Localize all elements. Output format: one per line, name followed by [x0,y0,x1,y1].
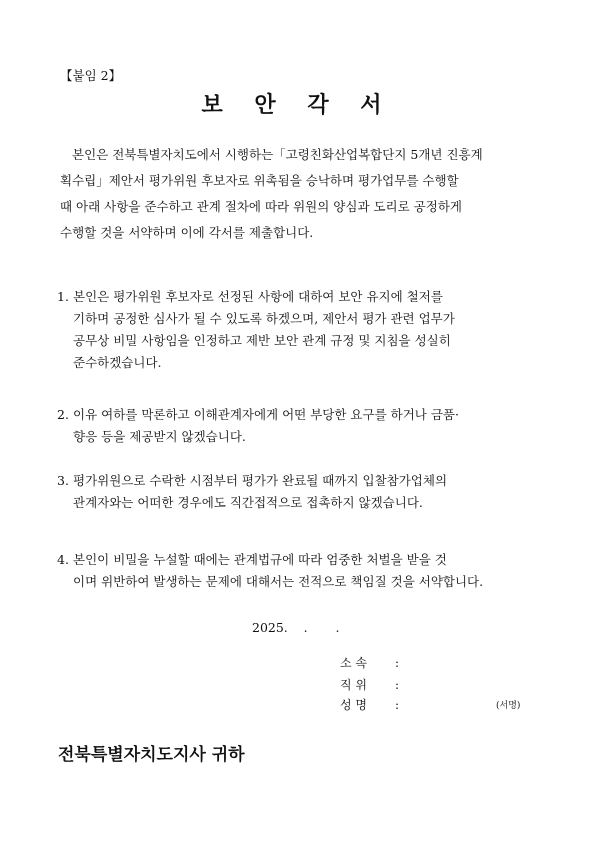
clause-line: 본인은 평가위원 후보자로 선정된 사항에 대하여 보안 유지에 철저를 [73,289,443,304]
clause-number: 1. [57,289,69,304]
signature-position-row [340,676,405,693]
document-title: 보 안 각 서 [201,92,394,118]
signing-date: 2025. . . [252,620,340,635]
clause-line: 공무상 비밀 사항임을 인정하고 제반 보안 관계 규정 및 지침을 성실히 [73,333,451,348]
clause-list [57,286,542,593]
clause-number: 2. [57,407,69,422]
clause-line: 평가위원으로 수락한 시점부터 평가가 완료될 때까지 입찰참가업체의 [73,473,448,488]
intro-line: 본인은 전북특별자치도에서 시행하는「고령친화산업복합단지 5개년 진흥계 [72,147,483,162]
clause-line: 이유 여하를 막론하고 이해관계자에게 어떤 부당한 요구를 하거나 금품· [73,407,459,422]
affiliation-colon: : [395,656,400,670]
clause-number: 3. [57,473,69,488]
name-label: 성 명 [340,698,367,712]
name-colon: : [395,698,400,712]
clause-item [57,286,542,374]
clause-number: 4. [57,552,69,567]
addressee: 전북특별자치도지사 귀하 [58,745,245,765]
clause-line: 본인이 비밀을 누설할 때에는 관계법규에 따라 엄중한 처벌을 받을 것 [73,552,447,567]
clause-item [57,470,542,514]
attachment-label: 【붙임 2】 [60,68,122,83]
clause-item [57,404,542,448]
clause-line: 관계자와는 어떠한 경우에도 직간접적으로 접촉하지 않겠습니다. [73,495,423,510]
position-label: 직 위 [340,678,367,692]
clause-item [57,549,542,593]
signature-affiliation-row [340,654,405,671]
intro-line: 때 아래 사항을 준수하고 관계 절차에 따라 위원의 양심과 도리로 공정하게 [60,199,462,214]
intro-line: 획수립」제안서 평가위원 후보자로 위촉됨을 승낙하며 평가업무를 수행할 [60,173,459,188]
signature-seal-note: (서명) [496,701,521,711]
clause-line: 기하며 공정한 심사가 될 수 있도록 하겠으며, 제안서 평가 관련 업무가 [73,311,455,326]
intro-line: 수행할 것을 서약하며 이에 각서를 제출합니다. [60,225,314,240]
intro-paragraph [60,142,540,246]
clause-line: 향응 등을 제공받지 않겠습니다. [73,429,246,444]
affiliation-label: 소 속 [340,656,367,670]
clause-line: 이며 위반하여 발생하는 문제에 대해서는 전적으로 책임질 것을 서약합니다. [73,574,484,589]
position-colon: : [395,678,400,692]
clause-line: 준수하겠습니다. [73,355,162,370]
signature-name-row [340,696,405,713]
